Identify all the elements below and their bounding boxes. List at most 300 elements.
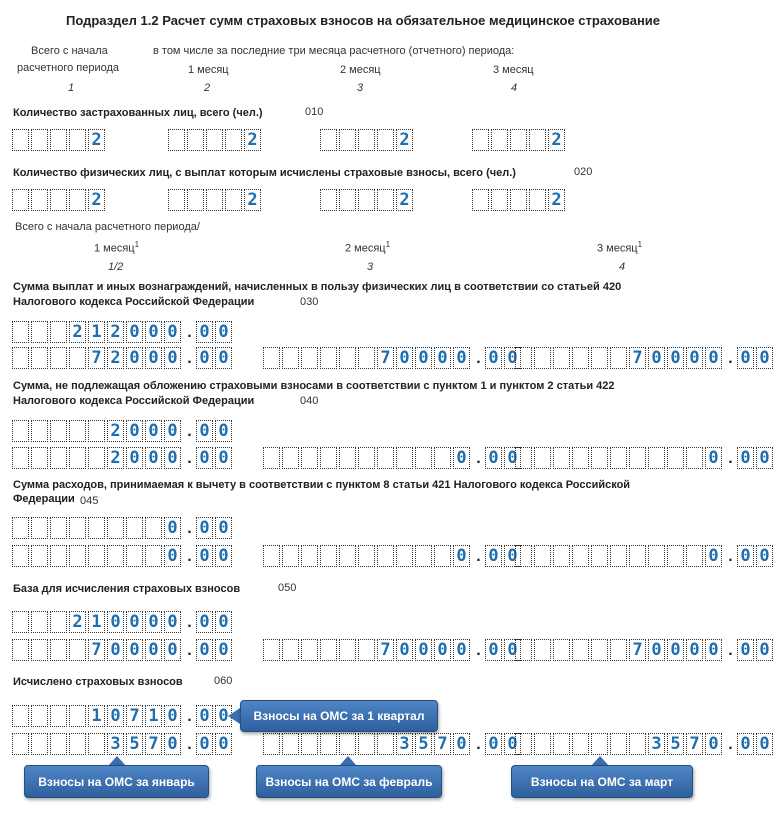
digit-cell: 0 bbox=[164, 733, 181, 755]
digit-cell: 0 bbox=[164, 447, 181, 469]
digit-cell bbox=[648, 447, 665, 469]
digit-cell: 0 bbox=[705, 447, 722, 469]
digit-cell: 0 bbox=[648, 639, 665, 661]
digit-cell bbox=[126, 517, 143, 539]
digit-cell bbox=[610, 447, 627, 469]
decimal-point: . bbox=[187, 614, 192, 631]
header2-month1 bbox=[94, 240, 139, 255]
kopeck-cell: 0 bbox=[196, 639, 213, 661]
digit-cell bbox=[206, 189, 223, 211]
line-045-label1: Сумма расходов, принимаемая к вычету в соответствии с пунктом 8 статьи 421 Налогового кодекса Российской bbox=[13, 479, 631, 491]
kopeck-cell: 0 bbox=[737, 639, 754, 661]
kopeck-cell: 0 bbox=[196, 545, 213, 567]
callout-january: Взносы на ОМС за январь bbox=[24, 765, 209, 798]
digit-cell: 2 bbox=[396, 129, 413, 151]
line-050-label: База для исчисления страховых взносов bbox=[13, 583, 241, 595]
decimal-point: . bbox=[187, 520, 192, 537]
digit-cell: 0 bbox=[145, 347, 162, 369]
digit-cell bbox=[31, 517, 48, 539]
field-045-month3[interactable] bbox=[515, 545, 775, 567]
digit-cell bbox=[263, 639, 280, 661]
header2-month2 bbox=[345, 240, 390, 255]
decimal-point: . bbox=[476, 642, 481, 659]
digit-cell bbox=[686, 447, 703, 469]
kopeck-cell: 0 bbox=[756, 545, 773, 567]
digit-cell bbox=[358, 189, 375, 211]
digit-cell bbox=[377, 733, 394, 755]
digit-cell: 0 bbox=[164, 517, 181, 539]
digit-cell bbox=[396, 447, 413, 469]
decimal-point: . bbox=[476, 350, 481, 367]
digit-cell bbox=[667, 545, 684, 567]
kopeck-cell: 0 bbox=[504, 347, 521, 369]
digit-cell bbox=[282, 347, 299, 369]
digit-cell: 0 bbox=[107, 705, 124, 727]
callout-quarter: Взносы на ОМС за 1 квартал bbox=[240, 700, 438, 732]
field-060-month1[interactable] bbox=[12, 733, 234, 755]
digit-cell: 0 bbox=[145, 420, 162, 442]
digit-cell: 2 bbox=[107, 447, 124, 469]
field-030-total[interactable] bbox=[12, 321, 234, 343]
digit-cell: 2 bbox=[69, 611, 86, 633]
digit-cell: 2 bbox=[548, 129, 565, 151]
digit-cell bbox=[282, 733, 299, 755]
digit-cell: 7 bbox=[88, 347, 105, 369]
field-050-month2[interactable] bbox=[263, 639, 523, 661]
digit-cell bbox=[263, 545, 280, 567]
field-045-month2[interactable] bbox=[263, 545, 523, 567]
digit-cell bbox=[12, 447, 29, 469]
digit-cell: 2 bbox=[107, 420, 124, 442]
digit-cell: 3 bbox=[648, 733, 665, 755]
digit-cell bbox=[529, 189, 546, 211]
digit-cell bbox=[50, 639, 67, 661]
digit-cell bbox=[591, 447, 608, 469]
digit-cell: 0 bbox=[453, 545, 470, 567]
header2-month3-sup: 1 bbox=[637, 240, 643, 249]
digit-cell bbox=[225, 129, 242, 151]
digit-cell bbox=[69, 639, 86, 661]
digit-cell: 0 bbox=[705, 733, 722, 755]
line-030-label2: Налогового кодекса Российской Федерации bbox=[13, 296, 255, 308]
field-040-month1[interactable] bbox=[12, 447, 234, 469]
digit-cell bbox=[529, 129, 546, 151]
digit-cell: 2 bbox=[107, 347, 124, 369]
digit-cell: 5 bbox=[126, 733, 143, 755]
digit-cell bbox=[69, 705, 86, 727]
kopeck-cell: 0 bbox=[737, 733, 754, 755]
digit-cell bbox=[50, 705, 67, 727]
kopeck-cell: 0 bbox=[215, 733, 232, 755]
digit-cell bbox=[320, 545, 337, 567]
digit-cell: 0 bbox=[145, 639, 162, 661]
field-030-month2[interactable] bbox=[263, 347, 523, 369]
digit-cell bbox=[320, 733, 337, 755]
digit-cell bbox=[12, 347, 29, 369]
kopeck-cell: 0 bbox=[504, 639, 521, 661]
digit-cell: 2 bbox=[396, 189, 413, 211]
decimal-point: . bbox=[187, 423, 192, 440]
decimal-point: . bbox=[476, 548, 481, 565]
digit-cell bbox=[301, 447, 318, 469]
digit-cell bbox=[31, 189, 48, 211]
digit-cell: 0 bbox=[686, 347, 703, 369]
digit-cell bbox=[263, 733, 280, 755]
header2-month1-sup: 1 bbox=[134, 240, 140, 249]
kopeck-cell: 0 bbox=[215, 545, 232, 567]
digit-cell: 0 bbox=[126, 420, 143, 442]
digit-cell bbox=[12, 517, 29, 539]
digit-cell: 0 bbox=[107, 611, 124, 633]
field-010-month2[interactable] bbox=[320, 129, 415, 151]
digit-cell bbox=[553, 347, 570, 369]
digit-cell: 1 bbox=[88, 611, 105, 633]
header2-month2-sup: 1 bbox=[385, 240, 391, 249]
kopeck-cell: 0 bbox=[215, 347, 232, 369]
digit-cell bbox=[553, 545, 570, 567]
digit-cell bbox=[168, 129, 185, 151]
digit-cell bbox=[591, 639, 608, 661]
digit-cell bbox=[572, 639, 589, 661]
digit-cell bbox=[107, 517, 124, 539]
field-020-month1[interactable] bbox=[168, 189, 263, 211]
digit-cell bbox=[31, 733, 48, 755]
decimal-point: . bbox=[187, 450, 192, 467]
digit-cell: 0 bbox=[434, 639, 451, 661]
line-050-code: 050 bbox=[278, 582, 297, 594]
digit-cell bbox=[572, 447, 589, 469]
digit-cell bbox=[12, 639, 29, 661]
digit-cell bbox=[88, 517, 105, 539]
digit-cell bbox=[12, 611, 29, 633]
kopeck-cell: 0 bbox=[196, 447, 213, 469]
digit-cell bbox=[686, 545, 703, 567]
digit-cell bbox=[50, 545, 67, 567]
kopeck-cell: 0 bbox=[215, 639, 232, 661]
digit-cell bbox=[553, 447, 570, 469]
field-040-total[interactable] bbox=[12, 420, 234, 442]
digit-cell bbox=[12, 189, 29, 211]
digit-cell bbox=[31, 639, 48, 661]
digit-cell bbox=[88, 545, 105, 567]
line-060-label: Исчислено страховых взносов bbox=[13, 676, 183, 688]
digit-cell: 7 bbox=[126, 705, 143, 727]
digit-cell bbox=[31, 420, 48, 442]
digit-cell: 0 bbox=[126, 611, 143, 633]
page-title: Подраздел 1.2 Расчет сумм страховых взносов на обязательное медицинское страхование bbox=[66, 13, 661, 28]
digit-cell bbox=[339, 639, 356, 661]
field-010-total[interactable] bbox=[12, 129, 107, 151]
digit-cell: 0 bbox=[667, 639, 684, 661]
digit-cell bbox=[515, 347, 532, 369]
digit-cell bbox=[515, 545, 532, 567]
kopeck-cell: 0 bbox=[485, 639, 502, 661]
digit-cell bbox=[50, 420, 67, 442]
digit-cell: 7 bbox=[377, 347, 394, 369]
digit-cell bbox=[225, 189, 242, 211]
digit-cell: 0 bbox=[164, 545, 181, 567]
digit-cell bbox=[31, 611, 48, 633]
line-040-label1: Сумма, не подлежащая обложению страховыми взносами в соответствии с пунктом 1 и пунктом 2 статьи 422 bbox=[13, 380, 615, 392]
digit-cell: 0 bbox=[164, 639, 181, 661]
header-month3: 3 месяц bbox=[493, 64, 534, 76]
digit-cell bbox=[12, 733, 29, 755]
decimal-point: . bbox=[728, 548, 733, 565]
decimal-point: . bbox=[187, 324, 192, 341]
digit-cell bbox=[50, 733, 67, 755]
digit-cell: 0 bbox=[415, 639, 432, 661]
digit-cell bbox=[377, 129, 394, 151]
kopeck-cell: 0 bbox=[215, 517, 232, 539]
digit-cell bbox=[320, 347, 337, 369]
digit-cell: 0 bbox=[396, 347, 413, 369]
kopeck-cell: 0 bbox=[504, 545, 521, 567]
digit-cell: 2 bbox=[244, 129, 261, 151]
digit-cell bbox=[282, 545, 299, 567]
digit-cell bbox=[12, 420, 29, 442]
digit-cell bbox=[415, 447, 432, 469]
header2-month3-num: 4 bbox=[619, 261, 626, 273]
digit-cell bbox=[69, 545, 86, 567]
digit-cell bbox=[168, 189, 185, 211]
kopeck-cell: 0 bbox=[196, 733, 213, 755]
kopeck-cell: 0 bbox=[756, 733, 773, 755]
digit-cell: 0 bbox=[396, 639, 413, 661]
digit-cell bbox=[50, 347, 67, 369]
line-030-label1: Сумма выплат и иных вознаграждений, начисленных в пользу физических лиц в соответствии со статьей 420 bbox=[13, 281, 622, 293]
digit-cell bbox=[263, 347, 280, 369]
callout-quarter-pointer bbox=[228, 708, 240, 724]
kopeck-cell: 0 bbox=[737, 545, 754, 567]
field-050-month1[interactable] bbox=[12, 639, 234, 661]
kopeck-cell: 0 bbox=[215, 447, 232, 469]
digit-cell: 1 bbox=[88, 705, 105, 727]
digit-cell bbox=[69, 129, 86, 151]
decimal-point: . bbox=[728, 736, 733, 753]
kopeck-cell: 0 bbox=[737, 447, 754, 469]
digit-cell: 1 bbox=[145, 705, 162, 727]
digit-cell bbox=[472, 129, 489, 151]
field-050-month3[interactable] bbox=[515, 639, 775, 661]
digit-cell bbox=[12, 129, 29, 151]
decimal-point: . bbox=[187, 736, 192, 753]
digit-cell bbox=[572, 545, 589, 567]
digit-cell bbox=[358, 639, 375, 661]
kopeck-cell: 0 bbox=[196, 705, 213, 727]
field-045-month1[interactable] bbox=[12, 545, 234, 567]
line-045-label2: Федерации bbox=[13, 493, 75, 505]
digit-cell: 0 bbox=[145, 447, 162, 469]
decimal-point: . bbox=[476, 450, 481, 467]
header2-month1-text: 1 месяц bbox=[94, 242, 135, 255]
kopeck-cell: 0 bbox=[737, 347, 754, 369]
kopeck-cell: 0 bbox=[215, 611, 232, 633]
header-total-line1: Всего с начала bbox=[31, 45, 108, 57]
header-month3-num: 4 bbox=[511, 82, 518, 94]
kopeck-cell: 0 bbox=[196, 517, 213, 539]
digit-cell bbox=[534, 347, 551, 369]
field-030-month1[interactable] bbox=[12, 347, 234, 369]
digit-cell bbox=[145, 545, 162, 567]
field-010-month1[interactable] bbox=[168, 129, 263, 151]
header2-month3 bbox=[597, 240, 642, 255]
digit-cell bbox=[434, 447, 451, 469]
digit-cell bbox=[339, 733, 356, 755]
line-020-code: 020 bbox=[574, 166, 593, 178]
kopeck-cell: 0 bbox=[215, 321, 232, 343]
digit-cell bbox=[534, 447, 551, 469]
field-030-month3[interactable] bbox=[515, 347, 775, 369]
digit-cell: 0 bbox=[126, 321, 143, 343]
field-010-month3[interactable] bbox=[472, 129, 567, 151]
digit-cell bbox=[591, 545, 608, 567]
digit-cell: 0 bbox=[145, 321, 162, 343]
decimal-point: . bbox=[728, 642, 733, 659]
header-including: в том числе за последние три месяца расчетного (отчетного) периода: bbox=[153, 45, 515, 57]
digit-cell bbox=[358, 733, 375, 755]
field-040-month2[interactable] bbox=[263, 447, 523, 469]
digit-cell bbox=[553, 639, 570, 661]
digit-cell bbox=[510, 129, 527, 151]
digit-cell: 0 bbox=[126, 639, 143, 661]
decimal-point: . bbox=[728, 450, 733, 467]
digit-cell bbox=[187, 129, 204, 151]
header-month1-num: 2 bbox=[204, 82, 211, 94]
digit-cell bbox=[667, 447, 684, 469]
digit-cell bbox=[31, 705, 48, 727]
kopeck-cell: 0 bbox=[485, 545, 502, 567]
digit-cell: 0 bbox=[126, 347, 143, 369]
digit-cell bbox=[320, 639, 337, 661]
digit-cell bbox=[320, 129, 337, 151]
field-040-month3[interactable] bbox=[515, 447, 775, 469]
digit-cell bbox=[301, 639, 318, 661]
digit-cell bbox=[377, 447, 394, 469]
digit-cell: 2 bbox=[88, 129, 105, 151]
digit-cell bbox=[591, 347, 608, 369]
digit-cell bbox=[126, 545, 143, 567]
digit-cell bbox=[377, 189, 394, 211]
digit-cell bbox=[515, 733, 532, 755]
digit-cell: 7 bbox=[88, 639, 105, 661]
digit-cell bbox=[206, 129, 223, 151]
digit-cell bbox=[610, 347, 627, 369]
digit-cell bbox=[263, 447, 280, 469]
digit-cell bbox=[69, 733, 86, 755]
digit-cell bbox=[88, 420, 105, 442]
digit-cell bbox=[648, 545, 665, 567]
digit-cell bbox=[12, 545, 29, 567]
decimal-point: . bbox=[187, 548, 192, 565]
line-045-code: 045 bbox=[80, 495, 99, 507]
digit-cell: 7 bbox=[434, 733, 451, 755]
digit-cell: 0 bbox=[164, 705, 181, 727]
digit-cell: 0 bbox=[686, 639, 703, 661]
field-060-month2[interactable] bbox=[263, 733, 523, 755]
digit-cell bbox=[50, 129, 67, 151]
digit-cell bbox=[534, 733, 551, 755]
field-050-total[interactable] bbox=[12, 611, 234, 633]
kopeck-cell: 0 bbox=[196, 321, 213, 343]
digit-cell: 0 bbox=[164, 420, 181, 442]
decimal-point: . bbox=[187, 708, 192, 725]
digit-cell bbox=[31, 447, 48, 469]
digit-cell: 0 bbox=[415, 347, 432, 369]
digit-cell bbox=[31, 545, 48, 567]
field-020-month2[interactable] bbox=[320, 189, 415, 211]
decimal-point: . bbox=[728, 350, 733, 367]
field-020-month3[interactable] bbox=[472, 189, 567, 211]
decimal-point: . bbox=[476, 736, 481, 753]
digit-cell bbox=[69, 189, 86, 211]
decimal-point: . bbox=[187, 642, 192, 659]
digit-cell: 2 bbox=[244, 189, 261, 211]
digit-cell bbox=[301, 733, 318, 755]
digit-cell: 0 bbox=[648, 347, 665, 369]
callout-march: Взносы на ОМС за март bbox=[511, 765, 693, 798]
digit-cell: 0 bbox=[164, 611, 181, 633]
digit-cell bbox=[591, 733, 608, 755]
digit-cell: 7 bbox=[145, 733, 162, 755]
digit-cell bbox=[572, 733, 589, 755]
field-020-total[interactable] bbox=[12, 189, 107, 211]
kopeck-cell: 0 bbox=[756, 639, 773, 661]
digit-cell bbox=[339, 447, 356, 469]
digit-cell: 0 bbox=[164, 347, 181, 369]
digit-cell: 0 bbox=[126, 447, 143, 469]
digit-cell bbox=[69, 347, 86, 369]
digit-cell: 5 bbox=[667, 733, 684, 755]
digit-cell: 7 bbox=[686, 733, 703, 755]
digit-cell bbox=[358, 129, 375, 151]
digit-cell bbox=[339, 347, 356, 369]
digit-cell bbox=[50, 611, 67, 633]
digit-cell bbox=[358, 545, 375, 567]
digit-cell: 7 bbox=[377, 639, 394, 661]
digit-cell bbox=[339, 545, 356, 567]
header2-total: Всего с начала расчетного периода/ bbox=[15, 221, 200, 233]
field-045-total[interactable] bbox=[12, 517, 234, 539]
digit-cell: 0 bbox=[453, 639, 470, 661]
kopeck-cell: 0 bbox=[504, 733, 521, 755]
digit-cell bbox=[69, 517, 86, 539]
digit-cell: 0 bbox=[667, 347, 684, 369]
digit-cell bbox=[534, 545, 551, 567]
decimal-point: . bbox=[187, 350, 192, 367]
digit-cell bbox=[534, 639, 551, 661]
line-030-code: 030 bbox=[300, 296, 319, 308]
digit-cell bbox=[301, 545, 318, 567]
digit-cell: 0 bbox=[434, 347, 451, 369]
digit-cell: 0 bbox=[145, 611, 162, 633]
kopeck-cell: 0 bbox=[215, 420, 232, 442]
digit-cell bbox=[50, 447, 67, 469]
digit-cell: 3 bbox=[107, 733, 124, 755]
callout-february: Взносы на ОМС за февраль bbox=[256, 765, 442, 798]
digit-cell bbox=[572, 347, 589, 369]
digit-cell: 2 bbox=[69, 321, 86, 343]
field-060-month3[interactable] bbox=[515, 733, 775, 755]
digit-cell: 0 bbox=[705, 545, 722, 567]
digit-cell bbox=[358, 447, 375, 469]
digit-cell: 5 bbox=[415, 733, 432, 755]
digit-cell bbox=[491, 189, 508, 211]
digit-cell: 7 bbox=[629, 347, 646, 369]
digit-cell bbox=[12, 705, 29, 727]
digit-cell bbox=[510, 189, 527, 211]
field-060-total[interactable] bbox=[12, 705, 234, 727]
digit-cell bbox=[88, 733, 105, 755]
